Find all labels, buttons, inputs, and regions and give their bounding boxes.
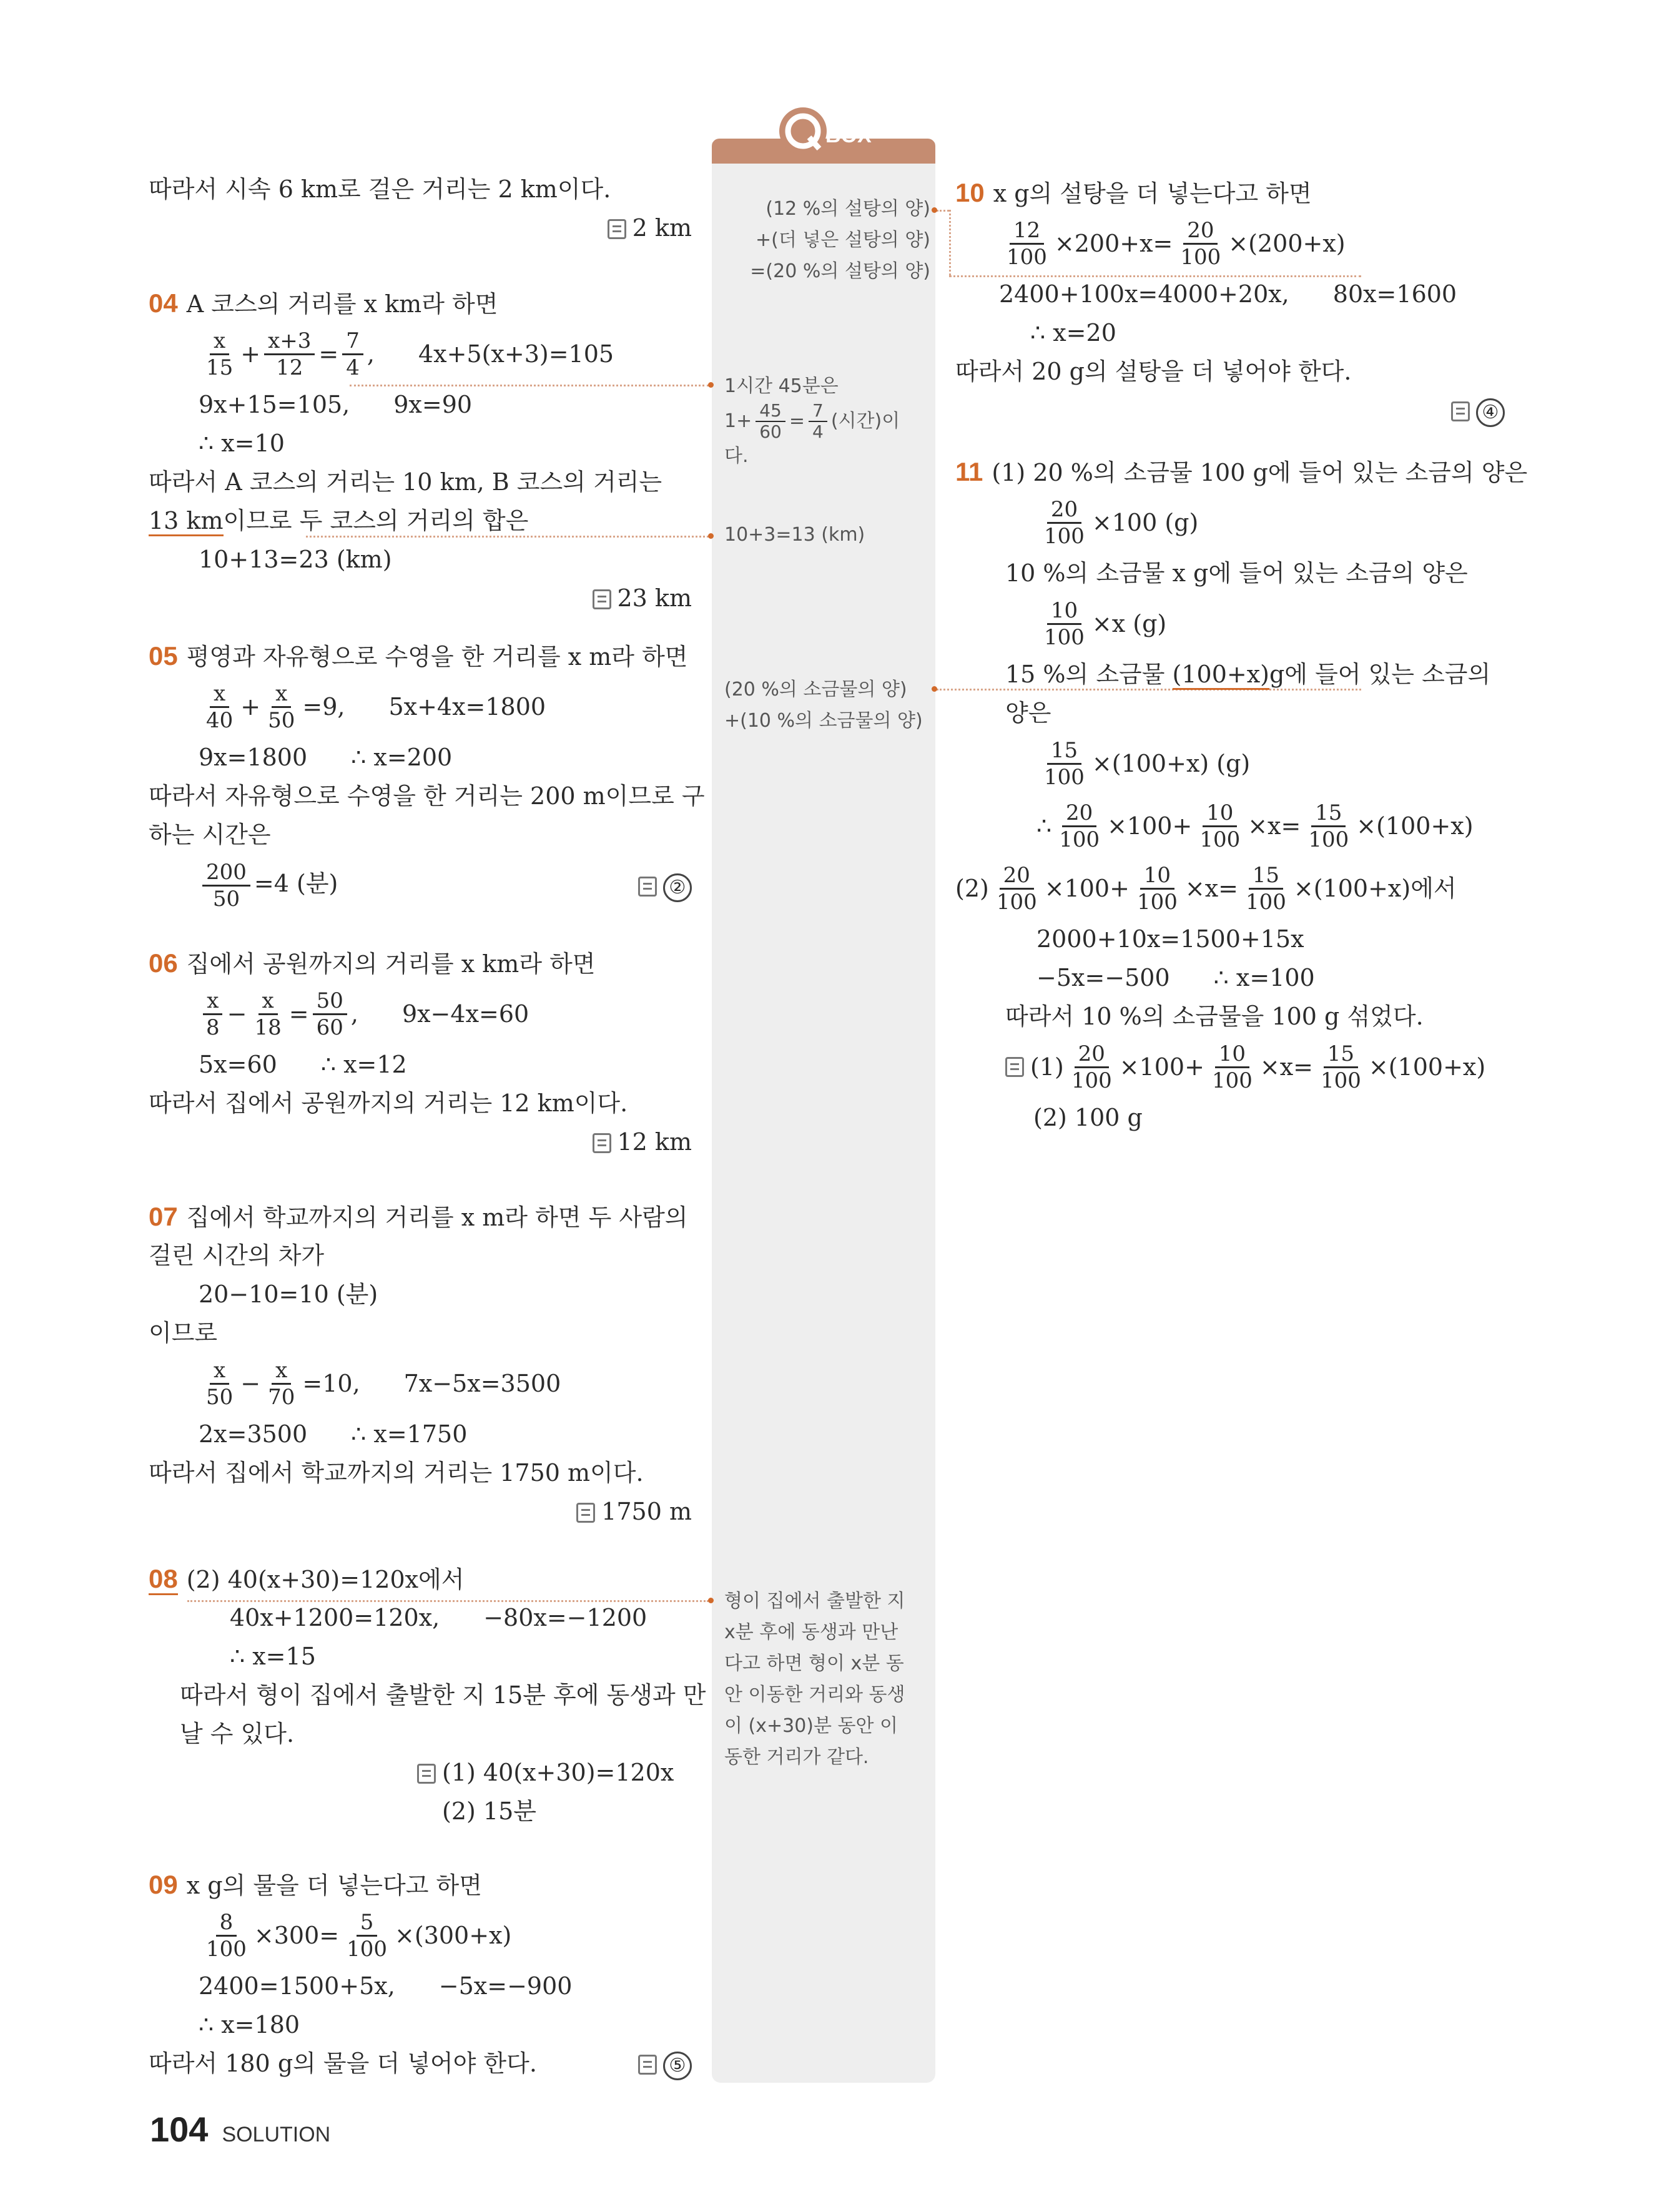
problem-number: 05: [149, 641, 178, 671]
leader-dot: [708, 1598, 714, 1603]
problem-06: [149, 944, 692, 1161]
problem-07: [149, 1197, 692, 1531]
text-line: 10 %의 소금물 x g에 들어 있는 소금의 양은: [1005, 559, 1468, 587]
equation-line: (2) $\frac{20}{100}$ ×100+ $\frac{10}{100}$ ×x= $\frac{15}{100}$ ×(100+x) 에서: [955, 862, 1457, 915]
problem-number: 11: [955, 457, 983, 486]
equation-line: 5x=60 ∴ x=12: [199, 1051, 407, 1078]
equation-line: ∴ x=15: [230, 1643, 316, 1670]
problem-number: 04: [149, 288, 178, 318]
answer-04: 23 km: [149, 579, 692, 617]
answer-08: (1) 40(x+30)=120x: [149, 1753, 692, 1792]
problem-intro: (1) 20 %의 소금물 100 g에 들어 있는 소금의 양은: [992, 459, 1528, 486]
problem-intro: 집에서 학교까지의 거리를 x m라 하면 두 사람의: [186, 1204, 688, 1231]
answer-06: 12 km: [149, 1123, 692, 1161]
equation-line: 2400+100x=4000+20x, 80x=1600: [999, 280, 1457, 308]
equation-line: $\frac{x}{50}$ − $\frac{x}{70}$ =10, 7x−5x=3500: [206, 1357, 561, 1410]
equation-line: $\frac{10}{100}$ ×x (g): [1044, 597, 1167, 650]
text-line: 양은: [1005, 699, 1051, 727]
problem-intro: x g의 설탕을 더 넣는다고 하면: [993, 180, 1312, 207]
qbox-box-label: BOX: [825, 124, 872, 147]
equation-line: $\frac{x}{8}$ − $\frac{x}{18}$ = $\frac{50}{60}$ , 9x−4x=60: [149, 983, 692, 1045]
leader-dot: [708, 382, 714, 388]
equation-line: 2000+10x=1500+15x: [1036, 925, 1304, 953]
qbox-note-3: 10+3=13 (km): [724, 524, 865, 546]
equation-line: $\frac{8}{100}$ ×300= $\frac{5}{100}$ ×(300+x): [206, 1909, 512, 1962]
page-footer: [150, 2110, 330, 2154]
answer-icon: [593, 1133, 611, 1153]
leader-line: [350, 385, 709, 386]
answer-08-part2: (2) 15분: [442, 1797, 536, 1825]
leader-dot: [708, 533, 714, 539]
equation-line: $\frac{x}{15}$ + $\frac{x+3}{12}$ = $\frac{7}{4}$ , 4x+5(x+3)=105: [206, 328, 614, 380]
answer-09: ⑤: [638, 2044, 692, 2083]
problem-09: [149, 1865, 692, 2083]
text-line: 따라서 10 %의 소금물을 100 g 섞었다.: [1005, 1003, 1424, 1030]
equation-line: $\frac{20}{100}$ ×100 (g): [1044, 496, 1199, 549]
answer-icon: [593, 589, 611, 609]
problem-number: 10: [955, 178, 985, 207]
leader-line: [949, 210, 951, 275]
text-line: 따라서 자유형으로 수영을 한 거리는 200 m이므로 구: [149, 782, 705, 810]
answer-11: (1) $\frac{20}{100}$ ×100+ $\frac{10}{100}$ ×x= $\frac{15}{100}$ ×(100+x): [955, 1036, 1505, 1098]
leader-line: [937, 210, 949, 212]
qbox-note-5: 형이 집에서 출발한 지 x분 후에 동생과 만난 다고 하면 형이 x분 동 안 이동한 거리와 동생 이 (x+30)분 동안 이 동한 거리가 같다.: [724, 1590, 905, 1768]
equation-line: ∴ x=20: [1030, 319, 1116, 347]
leader-dot: [932, 686, 937, 692]
text-line: 이므로: [149, 1319, 218, 1347]
qbox-note-1: (12 %의 설탕의 양) +(더 넣은 설탕의 양) =(20 %의 설탕의 양): [750, 198, 930, 282]
qbox-note-2: 1시간 45분은 1+ $\frac{45}{60}$ = $\frac{7}{4}$ (시간)이 다.: [724, 375, 900, 467]
problem-04: [149, 284, 692, 617]
answer-07: 1750 m: [149, 1492, 692, 1531]
problem-05: [149, 637, 705, 917]
problem-11: [955, 453, 1528, 1137]
text-line: 따라서 20 g의 설탕을 더 넣어야 한다.: [955, 358, 1352, 385]
answer-icon: [638, 877, 657, 897]
footer-label: SOLUTION: [222, 2123, 331, 2146]
text-line: 15 %의 소금물 (100+x)g에 들어 있는 소금의: [955, 655, 1505, 694]
equation-line: $\frac{15}{100}$ ×(100+x) (g): [1044, 737, 1251, 790]
problem-number: 06: [149, 948, 178, 978]
problem-10: [955, 174, 1505, 430]
answer-icon: [576, 1503, 595, 1523]
equation-line: 9x+15=105, 9x=90: [199, 391, 473, 418]
answer-icon: [1005, 1057, 1024, 1077]
answer-intro: 2 km: [149, 209, 692, 247]
equation-line: $\frac{12}{100}$ ×200+x= $\frac{20}{100}$ ×(200+x): [1007, 217, 1346, 270]
text-line: 날 수 있다.: [180, 1720, 295, 1747]
answer-icon: [417, 1764, 436, 1784]
text-line: 따라서 A 코스의 거리는 10 km, B 코스의 거리는: [149, 468, 662, 496]
problem-intro: 집에서 공원까지의 거리를 x km라 하면: [186, 950, 596, 978]
problem-number: 07: [149, 1202, 178, 1231]
equation-line: 40x+1200=120x, −80x=−1200: [230, 1604, 647, 1631]
equation-line: 2400=1500+5x, −5x=−900: [199, 1972, 573, 2000]
text-line: 따라서 180 g의 물을 더 넣어야 한다. ⑤: [149, 2044, 692, 2083]
page-number: 104: [150, 2110, 209, 2149]
text-line: 따라서 집에서 공원까지의 거리는 12 km이다.: [149, 1089, 628, 1117]
text-line: 따라서 집에서 학교까지의 거리는 1750 m이다.: [149, 1459, 644, 1487]
answer-11-part2: (2) 100 g: [1033, 1104, 1143, 1131]
answer-icon: [638, 2055, 657, 2075]
qbox-note-4: (20 %의 소금물의 양) +(10 %의 소금물의 양): [724, 679, 923, 732]
problem-intro: (2) 40(x+30)=120x에서: [186, 1566, 465, 1593]
equation-line: $\frac{200}{50}$ =4 (분) ②: [149, 854, 692, 917]
equation-line: 10+13=23 (km): [199, 546, 392, 573]
text-line: 따라서 형이 집에서 출발한 지 15분 후에 동생과 만: [180, 1681, 706, 1709]
answer-05: ②: [638, 866, 692, 905]
problem-number: 09: [149, 1870, 178, 1899]
equation-line: 20−10=10 (분): [199, 1281, 378, 1308]
answer-icon: [1451, 401, 1470, 421]
equation-line: ∴ $\frac{20}{100}$ ×100+ $\frac{10}{100}$ ×x= $\frac{15}{100}$ ×(100+x): [1036, 800, 1474, 852]
problem-intro: A 코스의 거리를 x km라 하면: [186, 290, 498, 318]
equation-line: ∴ x=180: [199, 2011, 300, 2038]
text-line: 걸린 시간의 차가: [149, 1242, 325, 1269]
intro-line: 따라서 시속 6 km로 걸은 거리는 2 km이다.: [149, 175, 611, 203]
qbox-logo: [773, 105, 877, 161]
leader-line: [187, 1600, 709, 1602]
answer-10: ④: [955, 391, 1505, 430]
problem-number: 08: [149, 1564, 178, 1595]
problem-intro: x g의 물을 더 넣는다고 하면: [186, 1872, 482, 1899]
text-line: 13 km이므로 두 코스의 거리의 합은: [149, 501, 692, 540]
leader-dot: [932, 207, 937, 213]
answer-icon: [608, 219, 626, 239]
equation-line: 2x=3500 ∴ x=1750: [199, 1420, 468, 1448]
equation-line: −5x=−500 ∴ x=100: [1036, 964, 1315, 991]
problem-intro: 평영과 자유형으로 수영을 한 거리를 x m라 하면: [186, 643, 688, 671]
equation-line: $\frac{x}{40}$ + $\frac{x}{50}$ =9, 5x+4x=1800: [206, 681, 546, 733]
equation-line: 9x=1800 ∴ x=200: [199, 744, 453, 771]
text-line: 하는 시간은: [149, 821, 271, 848]
intro-block: [149, 170, 692, 247]
leader-line: [306, 536, 709, 538]
equation-line: ∴ x=10: [199, 430, 285, 457]
